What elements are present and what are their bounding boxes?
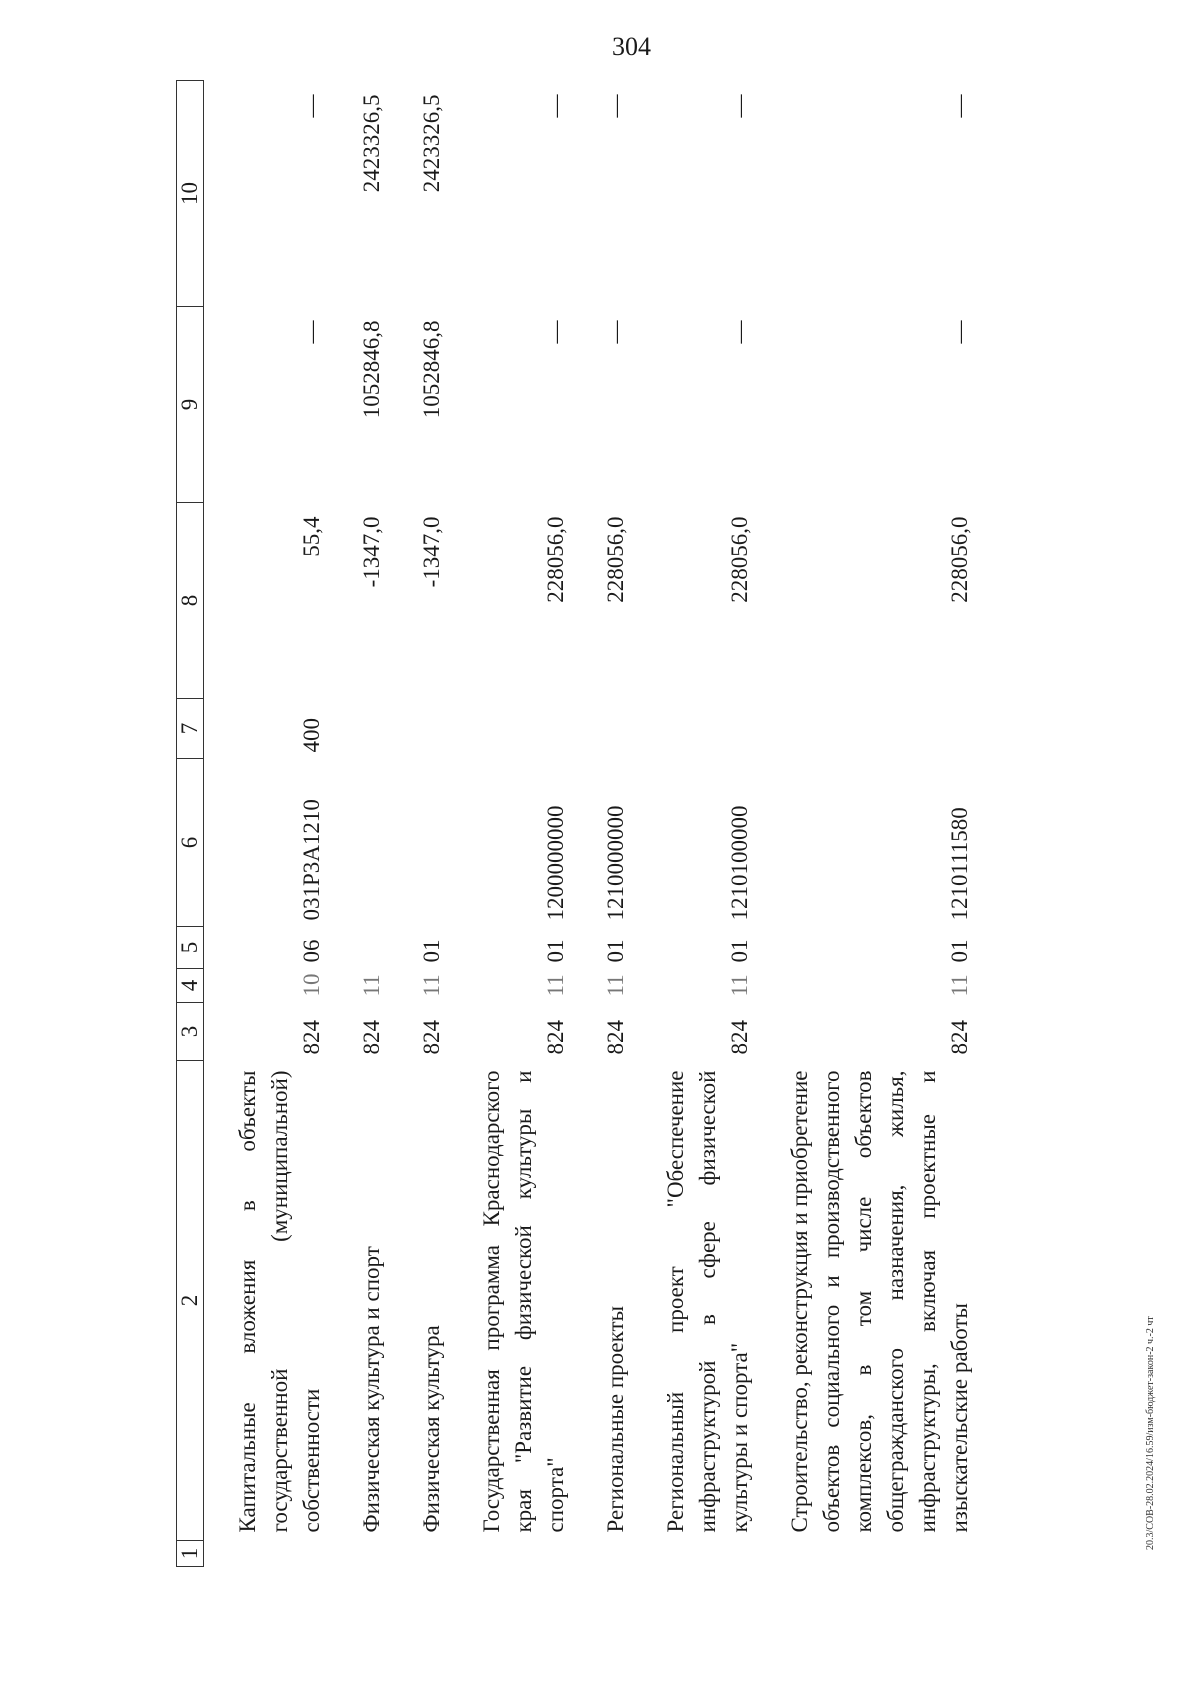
header-cell-5: 5	[177, 927, 204, 969]
row-col10: —	[727, 94, 752, 118]
row-name: Региональные проекты	[603, 1305, 628, 1533]
header-cell-4: 4	[177, 969, 204, 1003]
row-col10: 2423326,5	[419, 94, 444, 193]
row-col3: 824	[603, 1020, 628, 1055]
row-col8: -1347,0	[419, 516, 444, 588]
row-col5: 01	[543, 939, 568, 963]
row-col7	[600, 699, 632, 759]
row-name: Капитальные вложения в объекты государственной (муниципальной) собственности	[235, 1070, 324, 1533]
budget-table	[176, 80, 976, 1567]
page-number: 304	[612, 32, 651, 61]
row-col5	[356, 927, 388, 969]
header-row	[177, 81, 204, 1567]
row-spacer	[632, 81, 660, 1567]
row-col10: —	[299, 94, 324, 118]
row-col4: 11	[543, 974, 568, 997]
row-spacer	[448, 81, 476, 1567]
row-col4: 10	[299, 973, 324, 997]
row-col6	[416, 759, 448, 927]
header-cell-2: 2	[177, 1061, 204, 1541]
row-col6: 1210100000	[727, 805, 752, 921]
row-col4: 11	[359, 974, 384, 997]
header-cell-8: 8	[177, 503, 204, 699]
row-col6: 1210111580	[947, 807, 972, 921]
row-col10: 2423326,5	[359, 94, 384, 193]
row-col7	[416, 699, 448, 759]
row-col9: 1052846,8	[419, 320, 444, 419]
table-row	[356, 81, 388, 1567]
row-spacer	[388, 81, 416, 1567]
row-col10: —	[947, 94, 972, 118]
row-col9: 1052846,8	[359, 320, 384, 419]
row-spacer	[204, 81, 233, 1567]
header-cell-6: 6	[177, 759, 204, 927]
document-footer-code: 20.3/СОВ-28.02.2024/16.59/изм-бюджет-закон-2 ч.-2 чт	[1145, 1316, 1156, 1550]
table-header	[177, 81, 204, 1567]
rotated-table-wrapper	[176, 81, 1096, 1567]
row-col9: —	[543, 320, 568, 344]
row-col4: 11	[603, 974, 628, 997]
table-row	[600, 81, 632, 1567]
row-col5: 06	[299, 939, 324, 963]
header-cell-1: 1	[177, 1541, 204, 1567]
row-col8: -1347,0	[359, 516, 384, 588]
row-col6	[356, 759, 388, 927]
row-col7	[356, 699, 388, 759]
row-col5: 01	[947, 939, 972, 963]
row-name: Строительство, реконструкция и приобретение объектов социального и производственного комплексов, в том числе объектов общегражданского назначения, жилья, инфраструктуры, включая проектные и изыскательские работы	[787, 1070, 972, 1533]
header-cell-9: 9	[177, 307, 204, 503]
row-col5: 01	[727, 939, 752, 963]
row-col7	[660, 699, 756, 759]
row-name: Региональный проект "Обеспечение инфраструктурой в сфере физической культуры и спорта"	[663, 1070, 752, 1533]
row-col9: —	[727, 320, 752, 344]
row-col8: 228056,0	[947, 516, 972, 603]
header-cell-7: 7	[177, 699, 204, 759]
row-col9: —	[947, 320, 972, 344]
row-col7	[784, 699, 976, 759]
row-col3: 824	[419, 1020, 444, 1055]
row-col8: 228056,0	[727, 516, 752, 603]
row-col8: 228056,0	[543, 516, 568, 603]
row-col3: 824	[359, 1020, 384, 1055]
row-spacer	[756, 81, 784, 1567]
row-col3: 824	[543, 1020, 568, 1055]
row-spacer	[328, 81, 356, 1567]
table-row	[660, 81, 756, 1567]
row-col8: 55,4	[299, 516, 324, 557]
header-cell-3: 3	[177, 1003, 204, 1061]
row-col6: 031P3A1210	[299, 799, 324, 921]
row-col10: —	[543, 94, 568, 118]
row-col9: —	[299, 320, 324, 344]
row-name: Физическая культура и спорт	[359, 1246, 384, 1533]
row-col4: 11	[947, 974, 972, 997]
row-spacer	[572, 81, 600, 1567]
row-col6: 1210000000	[603, 805, 628, 921]
row-col10: —	[603, 94, 628, 118]
row-name: Физическая культура	[419, 1325, 444, 1533]
table-row	[416, 81, 448, 1567]
row-col5: 01	[603, 939, 628, 963]
row-col5: 01	[419, 939, 444, 963]
table-row	[476, 81, 572, 1567]
table-row	[232, 81, 328, 1567]
row-col3: 824	[299, 1020, 324, 1055]
row-col6: 1200000000	[543, 805, 568, 921]
header-cell-10: 10	[177, 81, 204, 307]
row-col7: 400	[299, 718, 324, 753]
table-row	[784, 81, 976, 1567]
row-col8: 228056,0	[603, 516, 628, 603]
row-col4: 11	[727, 974, 752, 997]
row-col4: 11	[419, 974, 444, 997]
row-col3: 824	[947, 1020, 972, 1055]
table-body	[204, 81, 977, 1567]
row-col7	[476, 699, 572, 759]
row-name: Государственная программа Краснодарского края "Развитие физической культуры и спорта"	[479, 1070, 568, 1533]
row-col9: —	[603, 320, 628, 344]
row-col3: 824	[727, 1020, 752, 1055]
